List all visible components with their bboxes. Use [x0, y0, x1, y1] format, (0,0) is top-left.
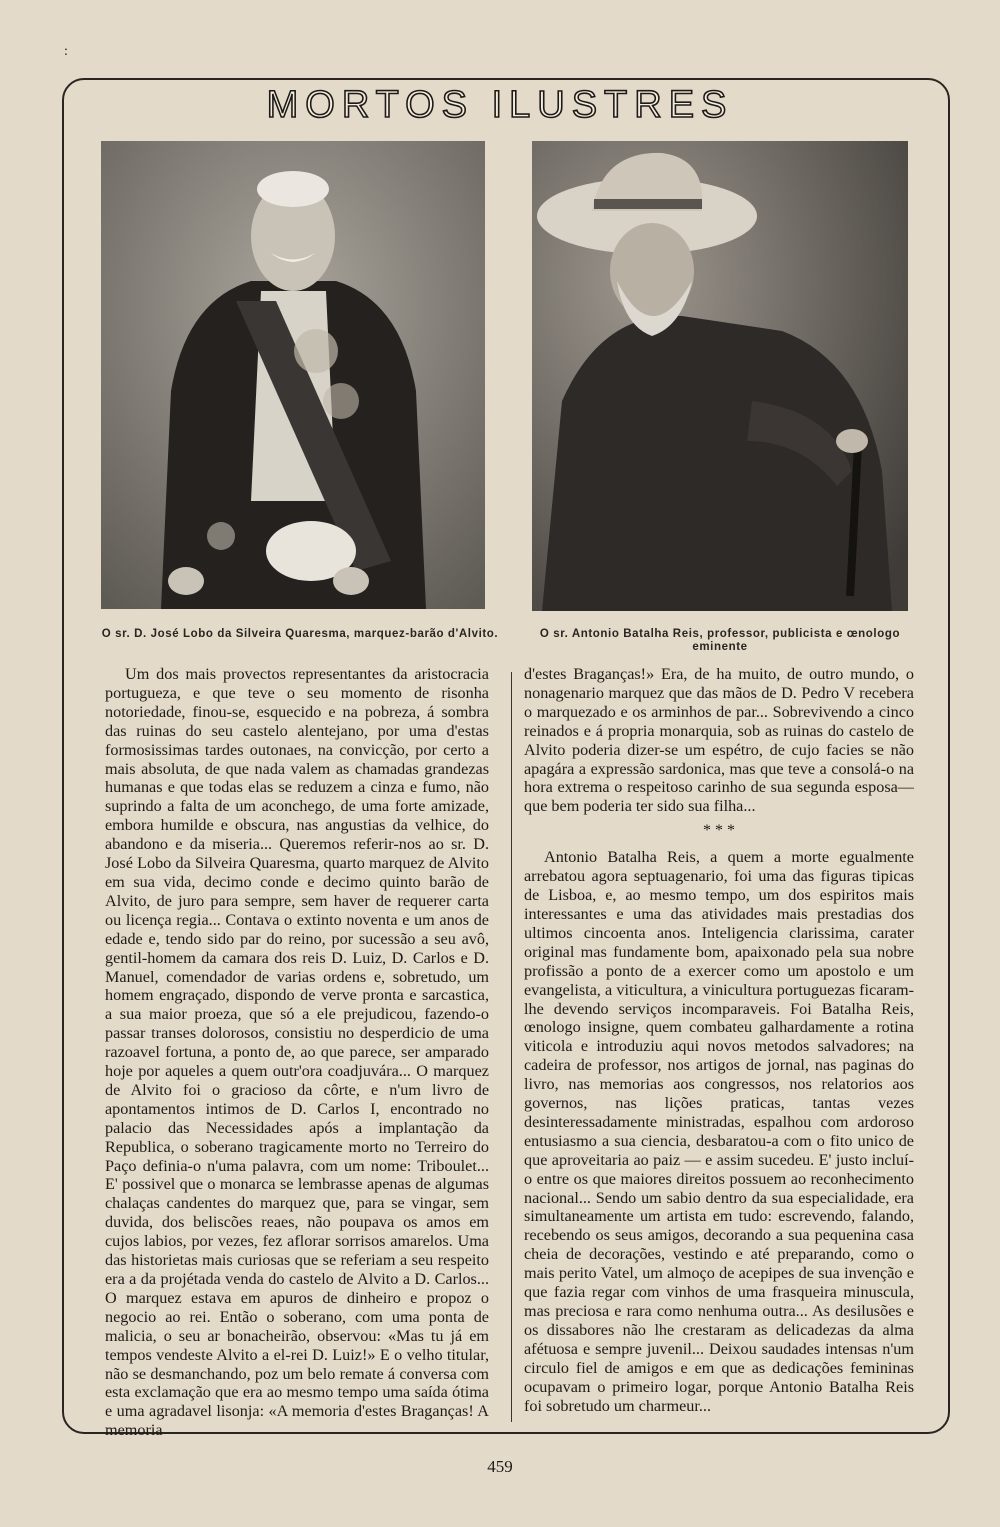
article-column-right — [524, 665, 914, 1415]
margin-mark: : — [64, 44, 68, 59]
article-paragraph: Um dos mais provectos representantes da aristocracia portugueza, e que teve o seu momento de risonha notoriedade, finou-se, esquecido e na pobreza, á sombra das ruinas do seu castelo alentejano, por uma d'estas formosissimas tardes outonaes, na convicção, por certo a mais absoluta, de que nada valem as chamadas grandezas humanas e que todas elas se reduzem a cinza e fumo, não suprindo a falta de um aconchego, de uma forte amizade, embora humilde e obscura, nas angustias da velhice, do abandono e da miseria... Queremos referir-nos ao sr. D. José Lobo da Silveira Quaresma, quarto marquez de Alvito em sua vida, decimo conde e decimo quinto barão de Alvito, de juro para sempre, sem haver de requerer carta ou licença regia... Contava o extinto noventa e um anos de edade e, tendo sido par do reino, por sucessão a seu avô, gentil-homem da camara dos reis D. Luiz, D. Carlos e D. Manuel, comendador de varias ordens e, sobretudo, um homem engraçado, dispondo de verve pronta e sarcastica, a sua maior proeza, que só a ele prejudicou, fazendo-o passar transes dolorosos, consistiu no desperdicio de uma razoavel fortuna, a ponto de, ao que parece, ser amparado hoje por aqueles a quem outr'ora coadjuvára... O marquez de Alvito foi o gracioso da côrte, e n'um livro de apontamentos intimos de D. Carlos I, encontrado no palacio das Necessidades após a implantação da Republica, o soberano tragicamente morto no Terreiro do Paço definia-o n'uma palavra, com um nome: Triboulet... E' possivel que o monarca se lembrasse apenas de algumas chalaças candentes do marquez que, para se vingar, sem duvida, dos beliscões reaes, não poupava os amos em cujos labios, por vezes, fez aflorar sorrisos amarelos. Uma das historietas mais curiosas que se referiam a seu respeito era a da projétada venda do castelo de Alvito a D. Carlos... O marquez estava em apuros de dinheiro e propoz o negocio ao rei. Então o soberano, com uma ponta de malicia, o seu ar bonacheirão, observou: «Mas tu já em tempos vendeste Alvito a el-rei D. Luiz!» E o velho titular, não se desmanchando, poz um belo remate á conversa com esta exclamação que era ao mesmo tempo uma saída ótima e uma agradavel lisonja: «A memoria d'estes Braganças! A memoria — [105, 665, 489, 1440]
article-paragraph: Antonio Batalha Reis, a quem a morte egualmente arrebatou agora septuagenario, foi uma das figuras tipicas de Lisboa, e, ao mesmo tempo, um dos espiritos mais interessantes e uma das atividades mais prestadias dos ultimos cincoenta anos. Inteligencia clarissima, carater original mas fundamente bom, apaixonado pela sua nobre profissão a ponto de a exercer como um apostolo e um evangelista, a viticultura, a vinicultura portuguezas ficaram-lhe devendo serviços incomparaveis. Foi Batalha Reis, œnologo insigne, quem combateu galhardamente a rotina viticola e introduziu aqui novos metodos salvadores; na cadeira de professor, nos artigos de jornal, nas paginas do livro, nas memorias aos congressos, nos relatorios aos governos, nas lições praticas, tantas vezes desinteressadamente ministradas, espalhou com ardoroso entusiasmo a sua ciencia, desbaratou-a com o fito unico de que aproveitaria ao paiz — e assim sucedeu. E' justo incluí-o entre os que maiores direitos possuem ao reconhecimento nacional... Sendo um sabio dentro da sua especialidade, era simultaneamente um artista em tudo: escrevendo, falando, recebendo os seus amigos, decorando a sua pequenina casa cheia de decorações, vestindo e até preparando, como o mais perito Vatel, um almoço de acepipes de sua invenção e que fazia regar com vinhos de uma frasqueira minuscula, mas preciosa e rara como nenhuma outra... As desilusões e os dissabores não lhe crestaram as delicadezas da alma afétuosa e sempre juvenil... Deixou saudades intensas n'um circulo fiel de amigos e em que as dedicações femininas ocupavam o primeiro logar, porque Antonio Batalha Reis foi sobretudo um charmeur... — [524, 848, 914, 1415]
photo-caption-right: O sr. Antonio Batalha Reis, professor, publicista e œnologo eminente — [539, 628, 901, 653]
page-title: MORTOS ILUSTRES — [266, 84, 734, 126]
article-paragraph-continued: d'estes Braganças!» Era, de ha muito, de outro mundo, o nonagenario marquez que das mãos de D. Pedro V recebera o marquezado e os arminhos de par... Sobrevivendo a cinco reinados e á propria monarquia, sob as ruinas do castelo de Alvito poderia dizer-se um espétro, de cujo facies se não apagára a expressão sardonica, mas que teve a consolá-o na hora extrema o respeitoso carinho de sua segunda esposa—que bem poderia ter sido sua filha... — [524, 665, 914, 816]
column-divider — [511, 672, 512, 1422]
portrait-photo-marquez — [101, 141, 485, 609]
photo-caption-left: O sr. D. José Lobo da Silveira Quaresma, marquez-barão d'Alvito. — [101, 628, 499, 640]
article-column-left — [105, 665, 489, 1440]
page-number: 459 — [487, 1457, 513, 1476]
portrait-photo-batalha-reis — [532, 141, 908, 611]
section-separator: * * * — [703, 822, 735, 840]
